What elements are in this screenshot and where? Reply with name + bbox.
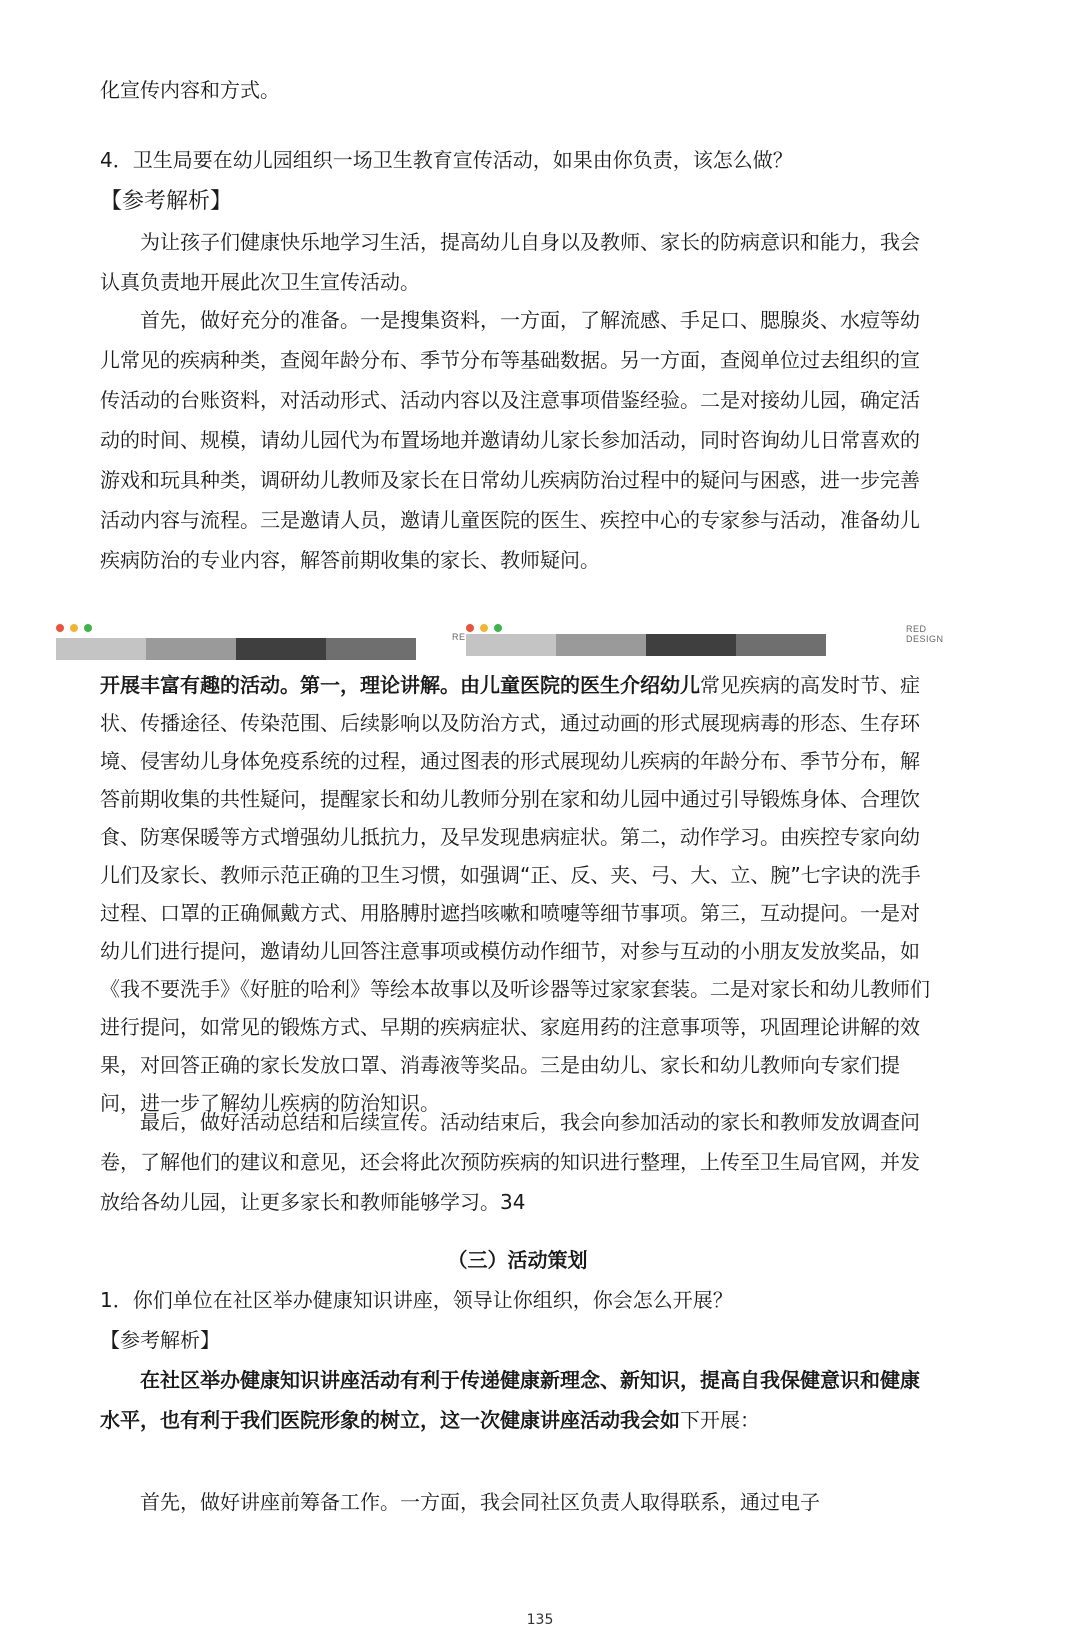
section-heading: （三）活动策划 [447,1248,588,1272]
question-1: 1．你们单位在社区举办健康知识讲座，领导让你组织，你会怎么开展？ [100,1288,733,1312]
page-splice-strip [56,618,966,662]
red-dot-icon [56,624,64,632]
strip-right-label: RED DESIGN [906,624,944,644]
red-dot-icon [466,624,474,632]
q4-last-paragraph: 最后，做好活动总结和后续宣传。活动结束后，我会向参加活动的家长和教师发放调查问卷，了解他们的建议和意见，还会将此次预防疾病的知识进行整理，上传至卫生局官网，并发放给各幼儿园，让更多家长和教师能够学习。34 [100,1110,920,1214]
q4-second-bold-lead: 开展丰富有趣的活动。第一，理论讲解。由儿童医院的医生介绍幼儿 [100,673,700,697]
green-dot-icon [494,624,502,632]
page-number: 135 [526,1612,554,1628]
continuation-line: 化宣传内容和方式。 [100,78,280,102]
grey-bar-left [56,638,416,660]
question-4: 4．卫生局要在幼儿园组织一场卫生教育宣传活动，如果由你负责，该怎么做？ [100,148,793,172]
q4-first-paragraph: 首先，做好充分的准备。一是搜集资料，一方面，了解流感、手足口、腮腺炎、水痘等幼儿常见的疾病种类，查阅年龄分布、季节分布等基础数据。另一方面，查阅单位过去组织的宣传活动的台账资料，对活动形式、活动内容以及注意事项借鉴经验。二是对接幼儿园，确定活动的时间、规模，请幼儿园代为布置场地并邀请幼儿家长参加活动，同时咨询幼儿日常喜欢的游戏和玩具种类，调研幼儿教师及家长在日常幼儿疾病防治过程中的疑问与困惑，进一步完善活动内容与流程。三是邀请人员，邀请儿童医院的医生、疾控中心的专家参与活动，准备幼儿疾病防治的专业内容，解答前期收集的家长、教师疑问。 [100,308,920,572]
section3-intro-tail: 下开展： [680,1408,760,1432]
yellow-dot-icon [70,624,78,632]
reference-label: 【参考解析】 [100,189,233,214]
window-dots-left [56,624,92,632]
section3-intro-paragraph [100,1360,935,1440]
window-dots-right [466,624,502,632]
reference-label: 【参考解析】 [100,1328,220,1352]
grey-bar-right [466,634,826,656]
q4-second-paragraph [100,666,935,1122]
q4-intro-paragraph: 为让孩子们健康快乐地学习生活，提高幼儿自身以及教师、家长的防病意识和能力，我会认真负责地开展此次卫生宣传活动。 [100,230,920,294]
strip-left-label: RE [452,632,466,642]
yellow-dot-icon [480,624,488,632]
green-dot-icon [84,624,92,632]
q4-second-rest: 常见疾病的高发时节、症状、传播途径、传染范围、后续影响以及防治方式，通过动画的形式展现病毒的形态、生存环境、侵害幼儿身体免疫系统的过程，通过图表的形式展现幼儿疾病的年龄分布、季节分布，解答前期收集的共性疑问，提醒家长和幼儿教师分别在家和幼儿园中通过引导锻炼身体、合理饮食、防寒保暖等方式增强幼儿抵抗力，及早发现患病症状。第二，动作学习。由疾控专家向幼儿们及家长、教师示范正确的卫生习惯，如强调“正、反、夹、弓、大、立、腕”七字诀的洗手过程、口罩的正确佩戴方式、用胳膊肘遮挡咳嗽和喷嚏等细节事项。第三，互动提问。一是对幼儿们进行提问，邀请幼儿回答注意事项或模仿动作细节，对参与互动的小朋友发放奖品，如《我不要洗手》《好脏的哈利》等绘本故事以及听诊器等过家家套装。二是对家长和幼儿教师们进行提问，如常见的锻炼方式、早期的疾病症状、家庭用药的注意事项等，巩固理论讲解的效果，对回答正确的家长发放口罩、消毒液等奖品。三是由幼儿、家长和幼儿教师向专家们提问，进一步了解幼儿疾病的防治知识。 [100,673,930,1115]
section3-first-paragraph: 首先，做好讲座前筹备工作。一方面，我会同社区负责人取得联系，通过电子 [140,1490,820,1514]
section3-intro-bold: 在社区举办健康知识讲座活动有利于传递健康新理念、新知识，提高自我保健意识和健康水平，也有利于我们医院形象的树立，这一次健康讲座活动我会如 [100,1368,920,1432]
